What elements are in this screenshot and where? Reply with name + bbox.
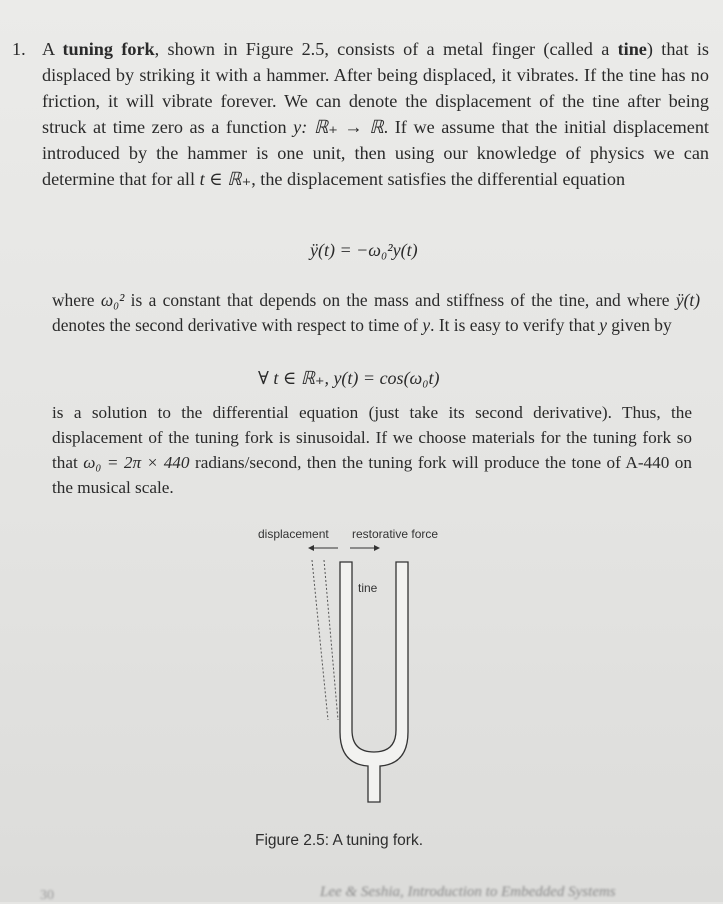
p1-seg-2: , shown in Figure 2.5, consists of a metal finger (called a — [154, 39, 618, 59]
math-function-y: y: ℝ₊ → ℝ — [293, 117, 384, 137]
p2-seg-0: where — [52, 290, 101, 310]
tuning-fork-outline — [340, 562, 408, 802]
math-omega-squared: ω₀² — [100, 290, 125, 310]
label-restorative-force: restorative force — [352, 527, 439, 541]
equation-differential: ÿ(t) = −ω₀²y(t) — [310, 240, 418, 260]
tuning-fork-figure — [240, 520, 470, 810]
tuning-fork-diagram — [240, 520, 470, 810]
p3-seg-0: is a solution to the differential equation (just take its second derivative). Thus, the displacement of the tuning fork is sinusoidal. If we choose materials for the tuning fork so that — [52, 403, 692, 472]
item-number: 1. — [12, 39, 26, 59]
p3-seg-2: radians/second, then the tuning fork will produce the tone of A-440 on the musical scale. — [52, 453, 692, 497]
term-tine: tine — [617, 39, 647, 59]
p2-seg-4: denotes the second derivative with respect to time of — [52, 315, 423, 335]
restorative-force-arrow — [350, 545, 380, 551]
math-omega-value: ω₀ = 2π × 440 — [83, 453, 190, 472]
p1-seg-8: , the displacement satisfies the differential equation — [251, 169, 626, 189]
paragraph-1 — [12, 36, 709, 192]
label-displacement: displacement — [258, 527, 329, 541]
page-number: 30 — [40, 888, 54, 903]
term-tuning-fork: tuning fork — [62, 39, 155, 59]
p2-seg-6: . It is easy to verify that — [430, 315, 600, 335]
p1-seg-4: ) that is displaced by striking it with a hammer. After being displaced, it vibrates. If the tine has no friction, it will vibrate forever. We can denote the displacement of the tine after being struck at time zero as a function — [42, 39, 709, 137]
paragraph-2 — [52, 288, 700, 338]
label-tine: tine — [358, 581, 378, 595]
displacement-arrow — [308, 545, 338, 551]
running-footer: Lee & Seshia, Introduction to Embedded Systems — [320, 884, 616, 900]
p1-seg-6: . If we assume that the initial displacement introduced by the hammer is one unit, then using our knowledge of physics we can determine that for all — [42, 117, 709, 189]
paragraph-1-body — [42, 36, 709, 192]
figure-caption: Figure 2.5: A tuning fork. — [255, 832, 424, 849]
math-y-2: y — [599, 315, 607, 335]
equation-solution: ∀ t ∈ ℝ₊, y(t) = cos(ω₀t) — [258, 368, 440, 388]
p2-seg-2: is a constant that depends on the mass and stiffness of the tine, and where — [124, 290, 676, 310]
p2-seg-8: given by — [606, 315, 672, 335]
paragraph-3 — [52, 400, 692, 500]
math-t-in-R: t ∈ ℝ₊ — [199, 169, 252, 189]
math-y: y — [422, 315, 431, 335]
p1-seg-0: A — [42, 39, 63, 59]
math-y-double-dot: ÿ(t) — [675, 290, 700, 310]
